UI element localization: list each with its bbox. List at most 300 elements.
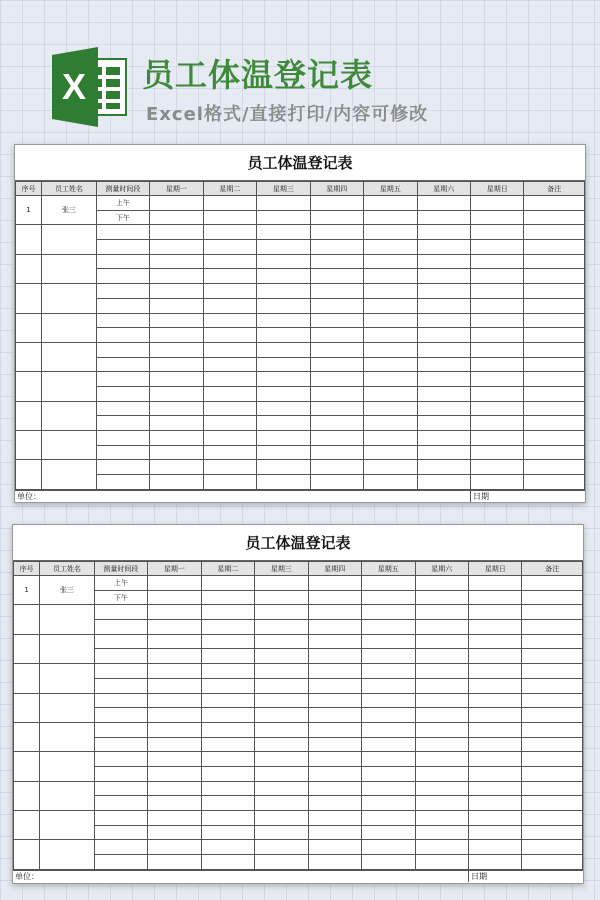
temperature-cell[interactable] xyxy=(310,431,363,446)
temperature-cell[interactable] xyxy=(310,225,363,240)
temperature-cell[interactable] xyxy=(308,825,361,840)
temperature-cell[interactable] xyxy=(524,196,585,211)
temperature-cell[interactable] xyxy=(150,357,203,372)
period-cell[interactable] xyxy=(94,649,147,664)
temperature-cell[interactable] xyxy=(524,328,585,343)
temperature-cell[interactable] xyxy=(308,590,361,605)
temperature-cell[interactable] xyxy=(415,590,468,605)
period-cell[interactable] xyxy=(94,634,147,649)
temperature-cell[interactable] xyxy=(203,460,256,475)
temperature-cell[interactable] xyxy=(150,431,203,446)
period-cell[interactable] xyxy=(94,678,147,693)
temperature-cell[interactable] xyxy=(257,357,310,372)
period-cell[interactable] xyxy=(96,431,149,446)
temperature-cell[interactable] xyxy=(201,722,254,737)
period-cell[interactable] xyxy=(94,737,147,752)
temperature-cell[interactable] xyxy=(415,649,468,664)
period-cell[interactable] xyxy=(96,225,149,240)
temperature-cell[interactable] xyxy=(203,328,256,343)
temperature-cell[interactable] xyxy=(417,372,470,387)
temperature-cell[interactable] xyxy=(257,328,310,343)
period-cell[interactable] xyxy=(96,445,149,460)
temperature-cell[interactable] xyxy=(362,796,415,811)
index-cell[interactable] xyxy=(14,781,40,810)
temperature-cell[interactable] xyxy=(364,254,417,269)
temperature-cell[interactable] xyxy=(203,357,256,372)
employee-name-cell[interactable] xyxy=(42,460,96,489)
temperature-cell[interactable] xyxy=(255,576,308,591)
temperature-cell[interactable] xyxy=(308,605,361,620)
temperature-cell[interactable] xyxy=(308,722,361,737)
index-cell[interactable] xyxy=(14,664,40,693)
temperature-cell[interactable] xyxy=(308,576,361,591)
temperature-cell[interactable] xyxy=(257,210,310,225)
temperature-cell[interactable] xyxy=(203,298,256,313)
employee-name-cell[interactable] xyxy=(42,284,96,313)
temperature-cell[interactable] xyxy=(415,576,468,591)
temperature-cell[interactable] xyxy=(468,737,521,752)
temperature-cell[interactable] xyxy=(255,811,308,826)
temperature-cell[interactable] xyxy=(362,634,415,649)
period-cell[interactable] xyxy=(96,475,149,490)
temperature-cell[interactable] xyxy=(150,254,203,269)
temperature-cell[interactable] xyxy=(524,284,585,299)
temperature-cell[interactable] xyxy=(148,752,201,767)
temperature-cell[interactable] xyxy=(362,752,415,767)
temperature-cell[interactable] xyxy=(255,840,308,855)
period-cell[interactable] xyxy=(94,855,147,870)
temperature-cell[interactable] xyxy=(522,781,583,796)
temperature-cell[interactable] xyxy=(257,313,310,328)
temperature-cell[interactable] xyxy=(415,796,468,811)
temperature-cell[interactable] xyxy=(255,708,308,723)
temperature-cell[interactable] xyxy=(310,269,363,284)
temperature-cell[interactable] xyxy=(417,284,470,299)
temperature-cell[interactable] xyxy=(468,811,521,826)
temperature-cell[interactable] xyxy=(201,796,254,811)
temperature-cell[interactable] xyxy=(362,855,415,870)
period-cell[interactable] xyxy=(96,357,149,372)
index-cell[interactable] xyxy=(14,722,40,751)
temperature-cell[interactable] xyxy=(470,372,523,387)
employee-name-cell[interactable] xyxy=(40,781,94,810)
temperature-cell[interactable] xyxy=(362,664,415,679)
temperature-cell[interactable] xyxy=(203,431,256,446)
temperature-cell[interactable] xyxy=(468,590,521,605)
temperature-cell[interactable] xyxy=(257,401,310,416)
temperature-cell[interactable] xyxy=(470,328,523,343)
temperature-cell[interactable] xyxy=(201,737,254,752)
temperature-cell[interactable] xyxy=(148,781,201,796)
period-cell[interactable] xyxy=(94,796,147,811)
temperature-cell[interactable] xyxy=(148,840,201,855)
temperature-cell[interactable] xyxy=(201,664,254,679)
temperature-cell[interactable] xyxy=(362,605,415,620)
temperature-cell[interactable] xyxy=(417,254,470,269)
temperature-cell[interactable] xyxy=(203,475,256,490)
temperature-cell[interactable] xyxy=(362,781,415,796)
temperature-cell[interactable] xyxy=(257,254,310,269)
index-cell[interactable] xyxy=(14,693,40,722)
temperature-cell[interactable] xyxy=(203,196,256,211)
index-cell[interactable] xyxy=(16,342,42,371)
period-cell[interactable]: 上午 xyxy=(96,196,149,211)
temperature-cell[interactable] xyxy=(468,620,521,635)
employee-name-cell[interactable] xyxy=(40,722,94,751)
temperature-cell[interactable] xyxy=(148,796,201,811)
temperature-cell[interactable] xyxy=(468,708,521,723)
temperature-cell[interactable] xyxy=(417,240,470,255)
employee-name-cell[interactable]: 张三 xyxy=(40,576,94,605)
temperature-cell[interactable] xyxy=(522,708,583,723)
temperature-cell[interactable] xyxy=(415,766,468,781)
temperature-cell[interactable] xyxy=(308,840,361,855)
temperature-cell[interactable] xyxy=(417,431,470,446)
temperature-cell[interactable] xyxy=(148,664,201,679)
temperature-cell[interactable] xyxy=(364,475,417,490)
employee-name-cell[interactable] xyxy=(42,254,96,283)
temperature-cell[interactable] xyxy=(255,855,308,870)
temperature-cell[interactable] xyxy=(417,386,470,401)
temperature-cell[interactable] xyxy=(415,708,468,723)
temperature-cell[interactable] xyxy=(524,357,585,372)
temperature-cell[interactable] xyxy=(522,766,583,781)
temperature-cell[interactable] xyxy=(415,840,468,855)
temperature-cell[interactable] xyxy=(201,620,254,635)
temperature-cell[interactable] xyxy=(201,840,254,855)
employee-name-cell[interactable] xyxy=(40,840,94,869)
period-cell[interactable] xyxy=(96,284,149,299)
temperature-cell[interactable] xyxy=(203,210,256,225)
temperature-cell[interactable] xyxy=(362,766,415,781)
temperature-cell[interactable] xyxy=(522,811,583,826)
temperature-cell[interactable] xyxy=(524,313,585,328)
temperature-cell[interactable] xyxy=(148,811,201,826)
temperature-cell[interactable] xyxy=(468,796,521,811)
period-cell[interactable] xyxy=(96,240,149,255)
temperature-cell[interactable] xyxy=(255,766,308,781)
temperature-cell[interactable] xyxy=(255,634,308,649)
temperature-cell[interactable] xyxy=(417,210,470,225)
temperature-cell[interactable] xyxy=(524,431,585,446)
temperature-cell[interactable] xyxy=(255,620,308,635)
temperature-cell[interactable] xyxy=(201,855,254,870)
temperature-cell[interactable] xyxy=(310,313,363,328)
temperature-cell[interactable] xyxy=(522,620,583,635)
temperature-cell[interactable] xyxy=(203,401,256,416)
temperature-cell[interactable] xyxy=(470,313,523,328)
temperature-cell[interactable] xyxy=(417,416,470,431)
temperature-cell[interactable] xyxy=(308,678,361,693)
temperature-cell[interactable] xyxy=(255,737,308,752)
temperature-cell[interactable] xyxy=(310,416,363,431)
temperature-cell[interactable] xyxy=(308,766,361,781)
temperature-cell[interactable] xyxy=(522,752,583,767)
temperature-cell[interactable] xyxy=(257,240,310,255)
period-cell[interactable] xyxy=(96,269,149,284)
temperature-cell[interactable] xyxy=(310,298,363,313)
temperature-cell[interactable] xyxy=(362,576,415,591)
temperature-cell[interactable] xyxy=(364,372,417,387)
index-cell[interactable] xyxy=(14,605,40,634)
temperature-cell[interactable] xyxy=(201,693,254,708)
temperature-cell[interactable] xyxy=(417,357,470,372)
temperature-cell[interactable] xyxy=(257,342,310,357)
temperature-cell[interactable] xyxy=(522,825,583,840)
temperature-cell[interactable] xyxy=(310,240,363,255)
temperature-cell[interactable] xyxy=(522,855,583,870)
index-cell[interactable] xyxy=(14,752,40,781)
temperature-cell[interactable] xyxy=(470,431,523,446)
temperature-cell[interactable] xyxy=(417,298,470,313)
temperature-cell[interactable] xyxy=(310,342,363,357)
temperature-cell[interactable] xyxy=(524,254,585,269)
temperature-cell[interactable] xyxy=(255,781,308,796)
temperature-cell[interactable] xyxy=(148,766,201,781)
period-cell[interactable] xyxy=(96,386,149,401)
temperature-cell[interactable] xyxy=(415,722,468,737)
temperature-cell[interactable] xyxy=(415,737,468,752)
temperature-cell[interactable] xyxy=(470,386,523,401)
temperature-cell[interactable] xyxy=(417,313,470,328)
period-cell[interactable]: 上午 xyxy=(94,576,147,591)
employee-name-cell[interactable] xyxy=(42,401,96,430)
temperature-cell[interactable] xyxy=(415,811,468,826)
temperature-cell[interactable] xyxy=(255,752,308,767)
employee-name-cell[interactable]: 张三 xyxy=(42,196,96,225)
temperature-cell[interactable] xyxy=(148,590,201,605)
period-cell[interactable] xyxy=(94,620,147,635)
temperature-cell[interactable] xyxy=(524,401,585,416)
period-cell[interactable] xyxy=(96,328,149,343)
period-cell[interactable] xyxy=(96,416,149,431)
temperature-cell[interactable] xyxy=(468,825,521,840)
temperature-cell[interactable] xyxy=(364,445,417,460)
temperature-cell[interactable] xyxy=(364,240,417,255)
temperature-cell[interactable] xyxy=(201,708,254,723)
index-cell[interactable] xyxy=(14,634,40,663)
temperature-cell[interactable] xyxy=(417,269,470,284)
temperature-cell[interactable] xyxy=(364,210,417,225)
temperature-cell[interactable] xyxy=(470,210,523,225)
temperature-cell[interactable] xyxy=(522,737,583,752)
temperature-cell[interactable] xyxy=(417,196,470,211)
temperature-cell[interactable] xyxy=(148,634,201,649)
temperature-cell[interactable] xyxy=(470,269,523,284)
temperature-cell[interactable] xyxy=(362,825,415,840)
temperature-cell[interactable] xyxy=(203,445,256,460)
temperature-cell[interactable] xyxy=(522,649,583,664)
temperature-cell[interactable] xyxy=(308,855,361,870)
temperature-cell[interactable] xyxy=(150,342,203,357)
temperature-cell[interactable] xyxy=(417,225,470,240)
temperature-cell[interactable] xyxy=(364,460,417,475)
temperature-cell[interactable] xyxy=(257,431,310,446)
temperature-cell[interactable] xyxy=(203,313,256,328)
temperature-cell[interactable] xyxy=(255,796,308,811)
period-cell[interactable] xyxy=(94,605,147,620)
temperature-cell[interactable] xyxy=(470,240,523,255)
temperature-cell[interactable] xyxy=(310,357,363,372)
employee-name-cell[interactable] xyxy=(42,313,96,342)
temperature-cell[interactable] xyxy=(310,210,363,225)
period-cell[interactable] xyxy=(94,722,147,737)
temperature-cell[interactable] xyxy=(308,781,361,796)
period-cell[interactable] xyxy=(96,313,149,328)
temperature-cell[interactable] xyxy=(468,781,521,796)
employee-name-cell[interactable] xyxy=(40,605,94,634)
temperature-cell[interactable] xyxy=(470,460,523,475)
temperature-cell[interactable] xyxy=(522,576,583,591)
temperature-cell[interactable] xyxy=(415,678,468,693)
temperature-cell[interactable] xyxy=(415,605,468,620)
temperature-cell[interactable] xyxy=(415,620,468,635)
temperature-cell[interactable] xyxy=(362,678,415,693)
temperature-cell[interactable] xyxy=(310,284,363,299)
index-cell[interactable] xyxy=(16,460,42,489)
temperature-cell[interactable] xyxy=(257,445,310,460)
temperature-cell[interactable] xyxy=(203,386,256,401)
employee-name-cell[interactable] xyxy=(42,431,96,460)
temperature-cell[interactable] xyxy=(255,649,308,664)
temperature-cell[interactable] xyxy=(148,737,201,752)
temperature-cell[interactable] xyxy=(203,284,256,299)
temperature-cell[interactable] xyxy=(257,416,310,431)
index-cell[interactable] xyxy=(16,284,42,313)
temperature-cell[interactable] xyxy=(524,298,585,313)
period-cell[interactable] xyxy=(94,825,147,840)
temperature-cell[interactable] xyxy=(362,737,415,752)
temperature-cell[interactable] xyxy=(522,605,583,620)
temperature-cell[interactable] xyxy=(150,298,203,313)
employee-name-cell[interactable] xyxy=(40,811,94,840)
temperature-cell[interactable] xyxy=(255,722,308,737)
temperature-cell[interactable] xyxy=(362,722,415,737)
temperature-cell[interactable] xyxy=(150,313,203,328)
temperature-cell[interactable] xyxy=(150,372,203,387)
period-cell[interactable] xyxy=(96,342,149,357)
temperature-cell[interactable] xyxy=(257,269,310,284)
temperature-cell[interactable] xyxy=(150,210,203,225)
temperature-cell[interactable] xyxy=(470,342,523,357)
temperature-cell[interactable] xyxy=(362,693,415,708)
temperature-cell[interactable] xyxy=(257,225,310,240)
temperature-cell[interactable] xyxy=(364,357,417,372)
temperature-cell[interactable] xyxy=(310,401,363,416)
index-cell[interactable] xyxy=(14,811,40,840)
temperature-cell[interactable] xyxy=(203,240,256,255)
temperature-cell[interactable] xyxy=(150,445,203,460)
period-cell[interactable] xyxy=(94,840,147,855)
index-cell[interactable] xyxy=(16,254,42,283)
temperature-cell[interactable] xyxy=(364,342,417,357)
temperature-cell[interactable] xyxy=(470,254,523,269)
temperature-cell[interactable] xyxy=(468,576,521,591)
employee-name-cell[interactable] xyxy=(40,752,94,781)
temperature-cell[interactable] xyxy=(308,737,361,752)
temperature-cell[interactable] xyxy=(150,416,203,431)
temperature-cell[interactable] xyxy=(364,225,417,240)
temperature-cell[interactable] xyxy=(257,386,310,401)
temperature-cell[interactable] xyxy=(255,664,308,679)
temperature-cell[interactable] xyxy=(148,708,201,723)
temperature-cell[interactable] xyxy=(417,475,470,490)
employee-name-cell[interactable] xyxy=(42,342,96,371)
temperature-cell[interactable] xyxy=(524,342,585,357)
temperature-cell[interactable] xyxy=(310,254,363,269)
temperature-cell[interactable] xyxy=(150,460,203,475)
period-cell[interactable] xyxy=(94,693,147,708)
temperature-cell[interactable] xyxy=(201,781,254,796)
temperature-cell[interactable] xyxy=(470,445,523,460)
temperature-cell[interactable] xyxy=(148,620,201,635)
temperature-cell[interactable] xyxy=(310,328,363,343)
temperature-cell[interactable] xyxy=(524,475,585,490)
temperature-cell[interactable] xyxy=(201,590,254,605)
temperature-cell[interactable] xyxy=(255,590,308,605)
temperature-cell[interactable] xyxy=(362,708,415,723)
temperature-cell[interactable] xyxy=(308,664,361,679)
temperature-cell[interactable] xyxy=(417,460,470,475)
temperature-cell[interactable] xyxy=(417,328,470,343)
temperature-cell[interactable] xyxy=(468,664,521,679)
temperature-cell[interactable] xyxy=(468,649,521,664)
temperature-cell[interactable] xyxy=(203,225,256,240)
temperature-cell[interactable] xyxy=(522,840,583,855)
period-cell[interactable] xyxy=(94,781,147,796)
index-cell[interactable] xyxy=(16,431,42,460)
temperature-cell[interactable] xyxy=(362,590,415,605)
temperature-cell[interactable] xyxy=(201,649,254,664)
temperature-cell[interactable] xyxy=(524,269,585,284)
temperature-cell[interactable] xyxy=(201,634,254,649)
period-cell[interactable] xyxy=(96,298,149,313)
temperature-cell[interactable] xyxy=(308,693,361,708)
temperature-cell[interactable] xyxy=(201,752,254,767)
index-cell[interactable] xyxy=(16,401,42,430)
temperature-cell[interactable] xyxy=(522,722,583,737)
temperature-cell[interactable] xyxy=(257,460,310,475)
period-cell[interactable] xyxy=(94,708,147,723)
temperature-cell[interactable] xyxy=(468,766,521,781)
temperature-cell[interactable] xyxy=(148,722,201,737)
temperature-cell[interactable] xyxy=(468,840,521,855)
temperature-cell[interactable] xyxy=(362,649,415,664)
temperature-cell[interactable] xyxy=(310,386,363,401)
period-cell[interactable] xyxy=(94,664,147,679)
temperature-cell[interactable] xyxy=(308,649,361,664)
temperature-cell[interactable] xyxy=(470,401,523,416)
temperature-cell[interactable] xyxy=(415,825,468,840)
temperature-cell[interactable] xyxy=(468,678,521,693)
temperature-cell[interactable] xyxy=(362,620,415,635)
temperature-cell[interactable] xyxy=(468,855,521,870)
period-cell[interactable] xyxy=(94,752,147,767)
temperature-cell[interactable] xyxy=(470,357,523,372)
temperature-cell[interactable] xyxy=(308,708,361,723)
temperature-cell[interactable] xyxy=(524,210,585,225)
temperature-cell[interactable] xyxy=(364,416,417,431)
temperature-cell[interactable] xyxy=(364,386,417,401)
temperature-cell[interactable] xyxy=(201,811,254,826)
temperature-cell[interactable] xyxy=(203,342,256,357)
temperature-cell[interactable] xyxy=(524,372,585,387)
temperature-cell[interactable] xyxy=(201,678,254,693)
temperature-cell[interactable] xyxy=(524,386,585,401)
temperature-cell[interactable] xyxy=(364,269,417,284)
temperature-cell[interactable] xyxy=(415,664,468,679)
temperature-cell[interactable] xyxy=(468,605,521,620)
